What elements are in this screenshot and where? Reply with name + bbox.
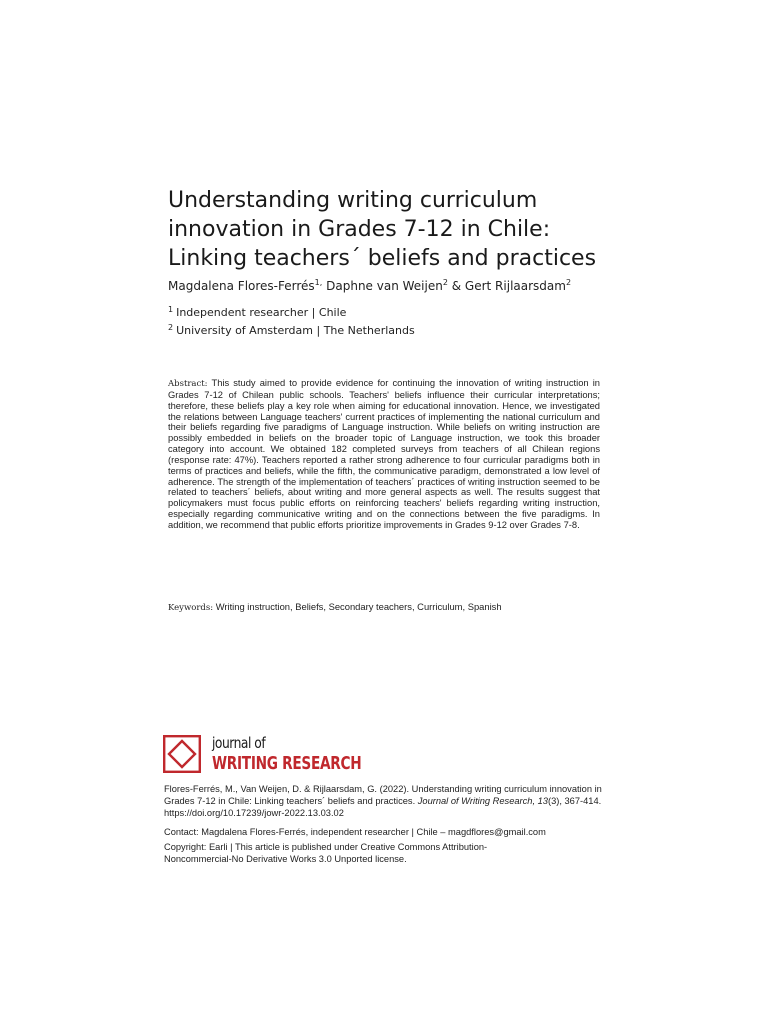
keywords (168, 601, 600, 613)
author-name: Magdalena Flores-Ferrés (168, 279, 315, 293)
author-separator: & (447, 279, 465, 293)
author-name: Daphne van Weijen (326, 279, 443, 293)
citation (164, 783, 608, 819)
contact-line: Contact: Magdalena Flores-Ferrés, independent researcher | Chile – magdflores@gmail.com (164, 827, 546, 837)
journal-logo-line2: WRITING RESEARCH (212, 753, 362, 774)
affiliation-text: Independent researcher | Chile (176, 306, 347, 319)
title-line: Understanding writing curriculum (168, 188, 538, 213)
author-affiliation-mark: 2 (442, 278, 448, 287)
paper-title (168, 186, 608, 273)
affiliation-mark: 1 (168, 305, 174, 314)
citation-volume: 13 (537, 796, 548, 806)
author-affiliation-mark: 1, (314, 278, 323, 287)
title-line: innovation in Grades 7-12 in Chile: (168, 217, 551, 242)
title-line: Linking teachers´ beliefs and practices (168, 246, 597, 271)
keywords-label: Keywords: (168, 603, 214, 613)
abstract-text: This study aimed to provide evidence for continuing the innovation of writing instruction in Grades 7-12 of Chilean public schools. Teachers' beliefs influence their curricular interpretations; therefore, these beliefs play a key role when aiming for educational innovation. Hence, we investigated the relations between Language teachers' current practices of implementing the national curriculum and their beliefs regarding five paradigms of Language instruction. While beliefs on writing instruction are possibly embedded in beliefs on the broader topic of Language instruction, we took this broader category into account. We obtained 182 completed surveys from teachers of all Chilean regions (response rate: 47%). Teachers reported a rather strong adherence to four curricular paradigms both in terms of practices and beliefs, while the fifth, the communicative paradigm, demonstrated a low level of adherence. The strength of the implementation of teachers´ practices of writing instruction seemed to be related to teachers´ beliefs, about writing and more general aspects as well. The results suggest that policymakers must focus public efforts on reinforcing teachers' beliefs regarding writing instruction, especially regarding communicative writing and on the connections between the five paradigms. In addition, we recommend that public efforts prioritize improvements in Grades 9-12 over Grades 7-8. (168, 378, 600, 530)
citation-text: Flores-Ferrés, M., Van Weijen, D. & Rijlaarsdam, G. (2022). Understanding writing curriculum innovation in Grades 7-12 in Chile: Linking teachers´ beliefs and practices. (164, 784, 602, 806)
affiliation-mark: 2 (168, 323, 174, 332)
copyright (164, 841, 608, 865)
journal-logo (163, 735, 378, 773)
author-name: Gert Rijlaarsdam (464, 279, 566, 293)
citation-journal: Journal of Writing Research, (417, 796, 536, 806)
copyright-line: Copyright: Earli | This article is published under Creative Commons Attribution- (164, 842, 488, 852)
citation-doi: (3), 367-414. https://doi.org/10.17239/jowr-2022.13.03.02 (164, 796, 602, 818)
keywords-text: Writing instruction, Beliefs, Secondary teachers, Curriculum, Spanish (215, 601, 502, 612)
abstract (168, 378, 600, 531)
journal-logo-mark-icon (163, 735, 201, 773)
affiliation-text: University of Amsterdam | The Netherlands (176, 324, 415, 337)
copyright-line: Noncommercial-No Derivative Works 3.0 Unported license. (164, 854, 407, 864)
abstract-label: Abstract: (168, 379, 208, 389)
journal-logo-line1: journal of (212, 734, 266, 752)
author-affiliation-mark: 2 (565, 278, 572, 287)
affiliation (168, 305, 608, 319)
author-list (168, 278, 608, 293)
affiliation (168, 323, 608, 337)
